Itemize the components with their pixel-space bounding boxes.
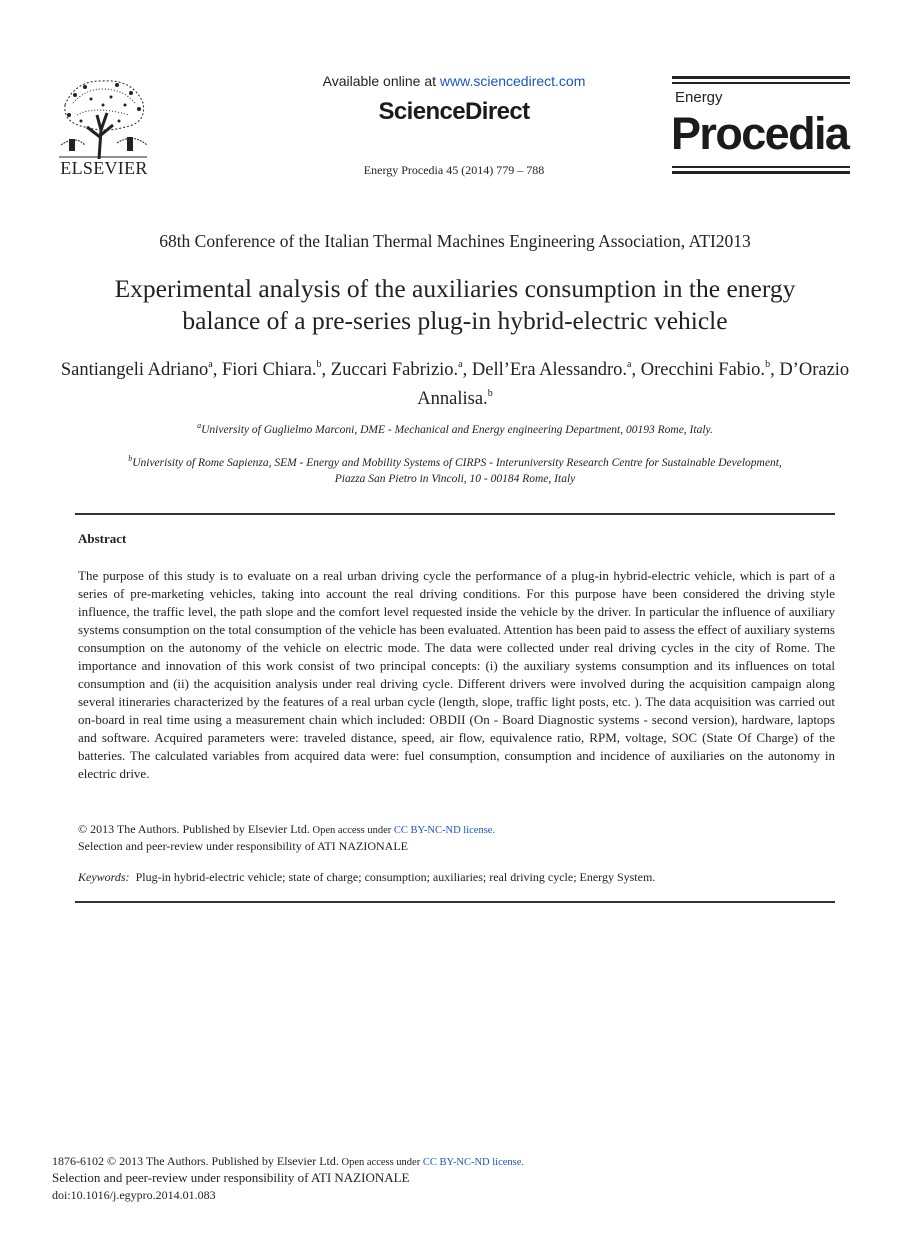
keywords-text: Plug-in hybrid-electric vehicle; state of charge; consumption; auxiliaries; real driving cycle; Energy System. — [135, 870, 656, 884]
author-affiliation-mark: a — [627, 359, 632, 370]
abstract-body: The purpose of this study is to evaluate on a real urban driving cycle the performance of a plug-in hybrid-electric vehicle, which is part of a series of pre-marketing vehicles, taking into account the real driving conditions. For this purpose have been considered the driving style influence, the traffic level, the path slope and the comfort level requested inside the vehicle by the driver. In particular the influence of auxiliary systems consumption on the total consumption of the vehicle has been evaluated. Attention has been paid to assess the effect of auxiliary systems consumption on the autonomy of the vehicle on electric mode. The data were collected under real driving cycles in the city of Rome. The importance and innovation of this work consist of two principal concepts: (i) the auxiliary systems consumption and its influences on total consumption and (ii) the acquisition analysis under real driving cycle. Different drivers were involved during the acquisition campaign along several itineraries characterized by the features of a real urban cycle (length, slope, traffic light posts, etc. ). The data acquisition was carried out on-board in real time using a measurement chain which included: OBDII (On - Board Diagnostic systems - second version), hardware, laptops and software. Acquired parameters were: traveled distance, speed, air flow, equivalence ratio, RPM, voltage, SOC (State Of Charge) of the batteries. The calculated variables from acquired data were: fuel consumption, consumption and incidence of auxiliaries on the autonomy in electric drive. — [78, 568, 835, 781]
copyright-text: © 2013 The Authors. Published by Elsevier Ltd. — [78, 822, 310, 836]
available-prefix: Available online at — [322, 73, 440, 89]
author-separator: , — [462, 360, 472, 380]
sciencedirect-link[interactable]: www.sciencedirect.com — [439, 73, 586, 89]
author-list — [60, 353, 850, 411]
publisher-wordmark: ELSEVIER — [60, 158, 148, 178]
journal-brand-large: Procedia — [671, 108, 849, 159]
affiliation-mark: a — [197, 421, 202, 430]
affiliation-text: University of Guglielmo Marconi, DME - Mechanical and Energy engineering Department, 00193 Rome, Italy. — [201, 424, 713, 436]
affiliation-a — [60, 418, 850, 438]
copyright-line — [78, 822, 495, 837]
footer-issn-copyright: 1876-6102 © 2013 The Authors. Published by Elsevier Ltd. — [52, 1154, 339, 1168]
author-name: Zuccari Fabrizio. — [330, 360, 459, 380]
available-online-line — [200, 73, 708, 89]
keywords-line — [78, 870, 655, 885]
author-name: Santiangeli Adriano — [60, 360, 209, 380]
author-affiliation-mark: a — [208, 359, 213, 370]
divider-top — [75, 513, 835, 515]
procedia-top-rule — [672, 76, 850, 79]
procedia-bottom-rule-thin — [672, 166, 850, 168]
keywords-label: Keywords: — [78, 870, 130, 884]
footer-peer-review: Selection and peer-review under responsibility of ATI NAZIONALE — [52, 1170, 410, 1185]
conference-name: 68th Conference of the Italian Thermal Machines Engineering Association, ATI2013 — [159, 231, 751, 251]
author-affiliation-mark: a — [458, 359, 463, 370]
affiliation-text: Univerisity of Rome Sapienza, SEM - Energy and Mobility Systems of CIRPS - Interuniversity Research Centre for Sustainable Development, — [132, 457, 782, 469]
author-name: Orecchini Fabio. — [640, 360, 766, 380]
article-title — [60, 273, 850, 337]
author-name: Fiori Chiara. — [221, 360, 317, 380]
author-name: D’Orazio Annalisa. — [417, 360, 850, 409]
abstract-heading: Abstract — [78, 531, 127, 546]
author-affiliation-mark: b — [487, 388, 493, 399]
affiliation-mark: b — [128, 454, 133, 463]
divider-bottom — [75, 901, 835, 903]
footer-copyright-line — [52, 1154, 524, 1169]
footer-open-access: Open access under — [338, 1157, 423, 1168]
author-separator: , — [212, 360, 222, 380]
elsevier-tree-logo — [55, 75, 151, 159]
author-separator: , — [770, 360, 780, 380]
author-name: Dell’Era Alessandro. — [471, 360, 628, 380]
author-separator: , — [321, 360, 331, 380]
author-affiliation-mark: b — [316, 359, 322, 370]
title-line-2: balance of a pre-series plug-in hybrid-electric vehicle — [182, 306, 728, 335]
author-separator: , — [631, 360, 641, 380]
affiliation-text: Piazza San Pietro in Vincoli, 10 - 00184 Rome, Italy — [334, 473, 576, 485]
peer-review-line: Selection and peer-review under responsibility of ATI NAZIONALE — [78, 839, 408, 853]
footer-doi[interactable]: doi:10.1016/j.egypro.2014.01.083 — [52, 1188, 216, 1202]
footer-license-link[interactable]: CC BY-NC-ND license. — [422, 1157, 525, 1168]
affiliation-b — [40, 451, 870, 487]
journal-reference: Energy Procedia 45 (2014) 779 – 788 — [363, 163, 545, 177]
procedia-top-rule-thin — [672, 82, 850, 84]
procedia-bottom-rule — [672, 171, 850, 174]
open-access-text: Open access under — [309, 825, 394, 836]
journal-brand-small: Energy — [675, 89, 723, 106]
license-link[interactable]: CC BY-NC-ND license. — [393, 825, 496, 836]
author-affiliation-mark: b — [765, 359, 771, 370]
sciencedirect-wordmark: ScienceDirect — [378, 98, 530, 125]
title-line-1: Experimental analysis of the auxiliaries consumption in the energy — [114, 274, 796, 303]
